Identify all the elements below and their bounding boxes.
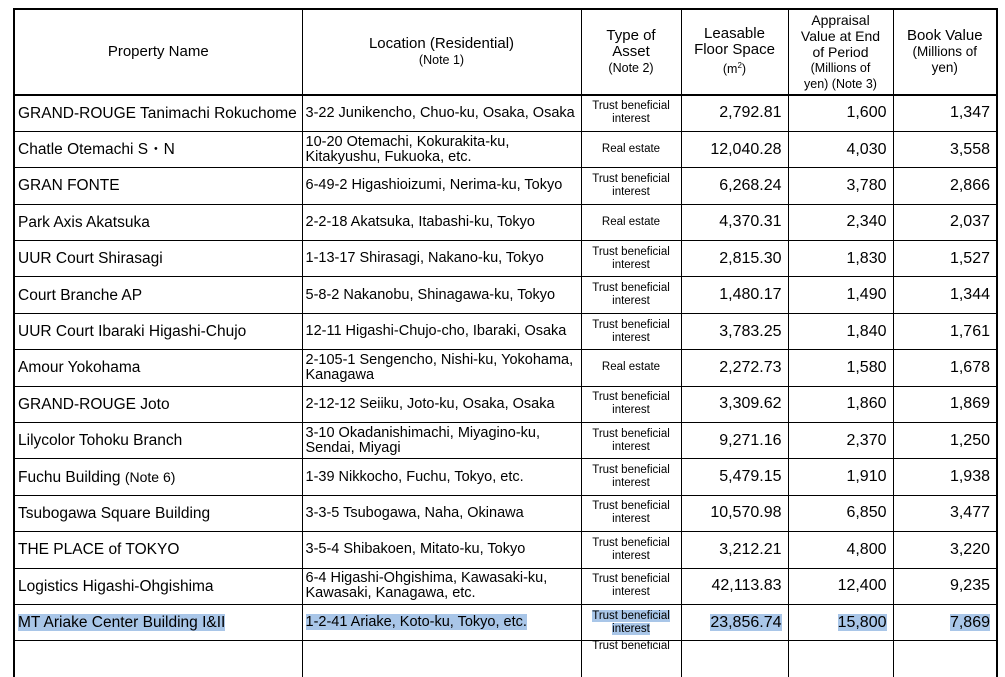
asset-type-cell: Trust beneficial interest (581, 277, 681, 313)
appraisal-value-cell: 1,600 (788, 95, 893, 131)
location-cell: 3-3-5 Tsubogawa, Naha, Okinawa (302, 495, 581, 531)
book-value-cell: 1,250 (893, 423, 997, 459)
property-name-cell: UUR Court Shirasagi (14, 241, 302, 277)
table-row (14, 277, 997, 313)
table-row (14, 131, 997, 167)
table-row (14, 241, 997, 277)
book-value-cell: 1,527 (893, 241, 997, 277)
appraisal-value-cell: 1,830 (788, 241, 893, 277)
floor-space-cell: 3,309.62 (681, 386, 788, 422)
asset-type-cell: Trust beneficial interest (581, 241, 681, 277)
floor-space-cell: 12,040.28 (681, 131, 788, 167)
table-row-partial (14, 641, 997, 677)
book-value-cell: 1,938 (893, 459, 997, 495)
location-cell: 1-2-41 Ariake, Koto-ku, Tokyo, etc. (302, 604, 581, 640)
asset-type-cell: Real estate (581, 131, 681, 167)
property-name-cell: Chatle Otemachi S・N (14, 131, 302, 167)
floor-space-cell: 9,271.16 (681, 423, 788, 459)
property-note: (Note 6) (124, 468, 176, 485)
floor-space-cell: 42,113.83 (681, 568, 788, 604)
header-type: Type of Asset (Note 2) (581, 9, 681, 95)
floor-space-cell: 3,783.25 (681, 313, 788, 349)
floor-space-cell: 10,570.98 (681, 495, 788, 531)
appraisal-value-cell: 4,800 (788, 532, 893, 568)
location-cell: 6-4 Higashi-Ohgishima, Kawasaki-ku, Kawasaki, Kanagawa, etc. (302, 568, 581, 604)
property-name-cell: Park Axis Akatsuka (14, 204, 302, 240)
property-name-cell: UUR Court Ibaraki Higashi-Chujo (14, 313, 302, 349)
book-value-cell: 3,558 (893, 131, 997, 167)
book-value-cell: 1,678 (893, 350, 997, 386)
book-value-cell: 2,866 (893, 168, 997, 204)
floor-space-cell: 2,815.30 (681, 241, 788, 277)
table-row (14, 95, 997, 131)
appraisal-value-cell: 4,030 (788, 131, 893, 167)
property-name-cell: GRAN FONTE (14, 168, 302, 204)
book-value-cell: 9,235 (893, 568, 997, 604)
asset-type-cell: Real estate (581, 204, 681, 240)
header-leasable-floor-space: Leasable Floor Space $(m^2)$ (681, 9, 788, 95)
asset-type-cell: Real estate (581, 350, 681, 386)
appraisal-value-cell: 1,580 (788, 350, 893, 386)
location-cell: 2-105-1 Sengencho, Nishi-ku, Yokohama, Kanagawa (302, 350, 581, 386)
table-row (14, 350, 997, 386)
location-cell: 5-8-2 Nakanobu, Shinagawa-ku, Tokyo (302, 277, 581, 313)
book-value-cell: 2,037 (893, 204, 997, 240)
floor-space-cell: 23,856.74 (681, 604, 788, 640)
appraisal-value-cell: 1,910 (788, 459, 893, 495)
floor-space-cell: 6,268.24 (681, 168, 788, 204)
table-row (14, 532, 997, 568)
book-value-cell: 3,220 (893, 532, 997, 568)
appraisal-value-cell: 1,860 (788, 386, 893, 422)
asset-type-cell: Trust beneficial interest (581, 168, 681, 204)
appraisal-value-cell: 3,780 (788, 168, 893, 204)
asset-type-cell: Trust beneficial interest (581, 532, 681, 568)
header-appraisal-value: Appraisal Value at End of Period (Millions of yen) (Note 3) (788, 9, 893, 95)
floor-space-cell: 2,792.81 (681, 95, 788, 131)
table-row (14, 168, 997, 204)
property-name-cell: GRAND-ROUGE Joto (14, 386, 302, 422)
table-row (14, 495, 997, 531)
book-value-cell: 1,761 (893, 313, 997, 349)
asset-type-cell: Trust beneficial interest (581, 459, 681, 495)
header-location: Location (Residential) (Note 1) (302, 9, 581, 95)
location-cell: 10-20 Otemachi, Kokurakita-ku, Kitakyushu, Fukuoka, etc. (302, 131, 581, 167)
table-row (14, 459, 997, 495)
location-cell: 2-12-12 Seiiku, Joto-ku, Osaka, Osaka (302, 386, 581, 422)
asset-type-cell: Trust beneficial interest (581, 423, 681, 459)
floor-space-cell: 2,272.73 (681, 350, 788, 386)
table-row (14, 313, 997, 349)
property-table (13, 8, 998, 677)
property-name-cell: Court Branche AP (14, 277, 302, 313)
book-value-cell: 1,347 (893, 95, 997, 131)
location-cell: 6-49-2 Higashioizumi, Nerima-ku, Tokyo (302, 168, 581, 204)
table-row (14, 423, 997, 459)
location-cell: 3-10 Okadanishimachi, Miyagino-ku, Sendai, Miyagi (302, 423, 581, 459)
property-name-cell: Amour Yokohama (14, 350, 302, 386)
header-row (14, 9, 997, 95)
property-name-cell: Tsubogawa Square Building (14, 495, 302, 531)
location-cell: 3-22 Junikencho, Chuo-ku, Osaka, Osaka (302, 95, 581, 131)
appraisal-value-cell: 12,400 (788, 568, 893, 604)
appraisal-value-cell: 2,370 (788, 423, 893, 459)
asset-type-cell: Trust beneficial interest (581, 95, 681, 131)
asset-type-cell: Trust beneficial interest (581, 604, 681, 640)
book-value-cell: 3,477 (893, 495, 997, 531)
table-row (14, 204, 997, 240)
appraisal-value-cell: 1,490 (788, 277, 893, 313)
location-cell: 1-39 Nikkocho, Fuchu, Tokyo, etc. (302, 459, 581, 495)
header-book-value: Book Value (Millions of yen) (893, 9, 997, 95)
floor-space-cell: 3,212.21 (681, 532, 788, 568)
appraisal-value-cell: 2,340 (788, 204, 893, 240)
appraisal-value-cell: 15,800 (788, 604, 893, 640)
asset-type-cell: Trust beneficial interest (581, 386, 681, 422)
appraisal-value-cell: 1,840 (788, 313, 893, 349)
location-cell: 12-11 Higashi-Chujo-cho, Ibaraki, Osaka (302, 313, 581, 349)
header-property-name: Property Name (14, 9, 302, 95)
partial-type-cell: Trust beneficial (592, 640, 670, 653)
floor-space-cell: 5,479.15 (681, 459, 788, 495)
table-row (14, 568, 997, 604)
table-row (14, 386, 997, 422)
book-value-cell: 7,869 (893, 604, 997, 640)
floor-space-cell: 4,370.31 (681, 204, 788, 240)
property-name-cell: GRAND-ROUGE Tanimachi Rokuchome (14, 95, 302, 131)
asset-type-cell: Trust beneficial interest (581, 313, 681, 349)
property-name-cell: Lilycolor Tohoku Branch (14, 423, 302, 459)
asset-type-cell: Trust beneficial interest (581, 495, 681, 531)
location-cell: 3-5-4 Shibakoen, Mitato-ku, Tokyo (302, 532, 581, 568)
location-cell: 2-2-18 Akatsuka, Itabashi-ku, Tokyo (302, 204, 581, 240)
floor-space-cell: 1,480.17 (681, 277, 788, 313)
table-row (14, 604, 997, 640)
property-name-cell: Logistics Higashi-Ohgishima (14, 568, 302, 604)
location-cell: 1-13-17 Shirasagi, Nakano-ku, Tokyo (302, 241, 581, 277)
appraisal-value-cell: 6,850 (788, 495, 893, 531)
asset-type-cell: Trust beneficial interest (581, 568, 681, 604)
property-name-cell: MT Ariake Center Building I&II (14, 604, 302, 640)
book-value-cell: 1,869 (893, 386, 997, 422)
property-name-cell: THE PLACE of TOKYO (14, 532, 302, 568)
book-value-cell: 1,344 (893, 277, 997, 313)
property-name-cell: Fuchu Building (Note 6) (14, 459, 302, 495)
